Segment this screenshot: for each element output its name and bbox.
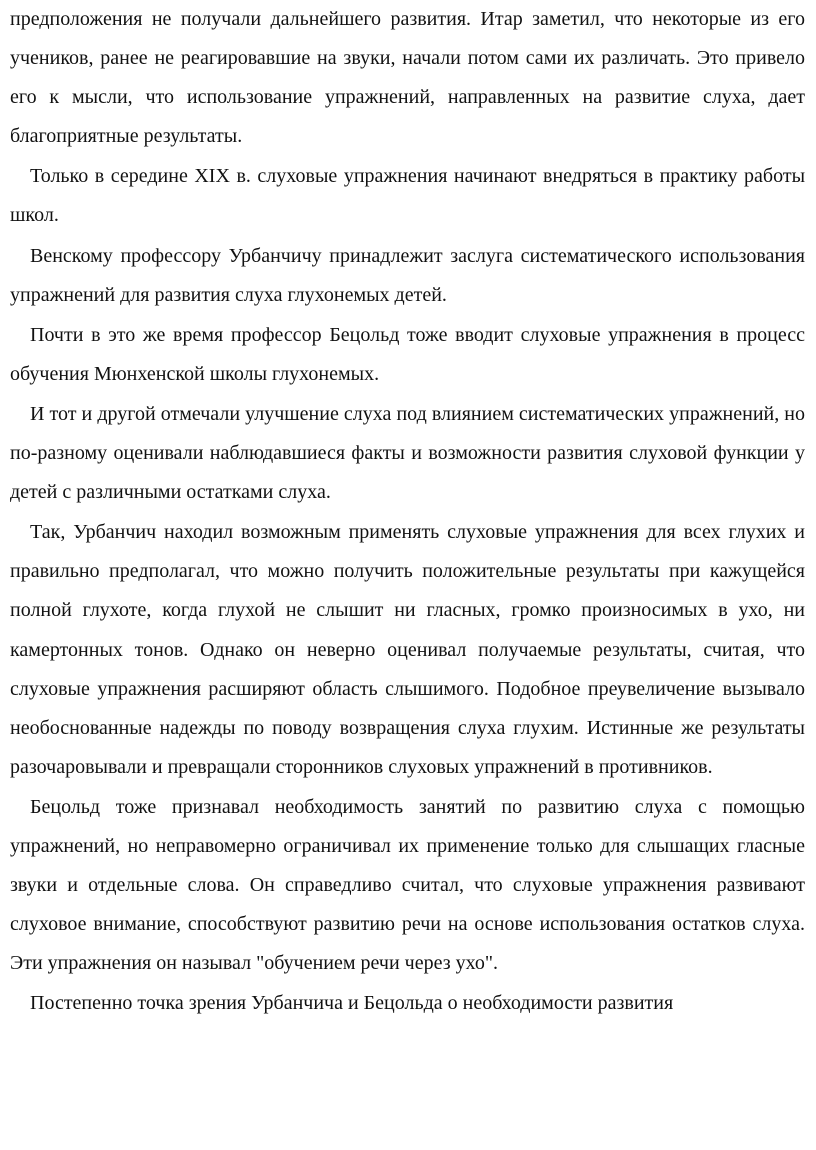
paragraph-4: Почти в это же время профессор Бецольд тоже вводит слуховые упражнения в процесс обучения Мюнхенской школы глухонемых. [10, 323, 805, 385]
paragraph-3: Венскому профессору Урбанчичу принадлежит заслуга систематического использования упражнений для развития слуха глухонемых детей. [10, 244, 805, 306]
paragraph-5: И тот и другой отмечали улучшение слуха под влиянием систематических упражнений, но по-разному оценивали наблюдавшиеся факты и возможности развития слуховой функции у детей с различными остатками слуха. [10, 402, 805, 504]
paragraph-1: предположения не получали дальнейшего развития. Итар заметил, что некоторые из его учеников, ранее не реагировавшие на звуки, начали потом сами их различать. Это привело его к мысли, что использование упражнений, направленных на развитие слуха, дает благоприятные результаты. [10, 8, 805, 148]
paragraph-6: Так, Урбанчич находил возможным применять слуховые упражнения для всех глухих и правильно предполагал, что можно получить положительные результаты при кажущейся полной глухоте, когда глухой не слышит ни гласных, громко произносимых в ухо, ни камертонных тонов. Однако он неверно оценивал получаемые результаты, считая, что слуховые упражнения расширяют область слышимого. Подобное преувеличение вызывало необоснованные надежды по поводу возвращения слуха глухим. Истинные же результаты разочаровывали и превращали сторонников слуховых упражнений в противников. [10, 521, 805, 778]
paragraph-8: Постепенно точка зрения Урбанчича и Бецольда о необходимости развития [30, 992, 674, 1015]
paragraph-2: Только в середине XIX в. слуховые упражнения начинают внедряться в практику работы школ. [10, 165, 805, 227]
document-page [10, 0, 805, 1023]
paragraph-7: Бецольд тоже признавал необходимость занятий по развитию слуха с помощью упражнений, но неправомерно ограничивал их применение только для слышащих гласные звуки и отдельные слова. Он справедливо считал, что слуховые упражнения развивают слуховое внимание, способствуют развитию речи на основе использования остатков слуха. Эти упражнения он называл "обучением речи через ухо". [10, 795, 805, 975]
